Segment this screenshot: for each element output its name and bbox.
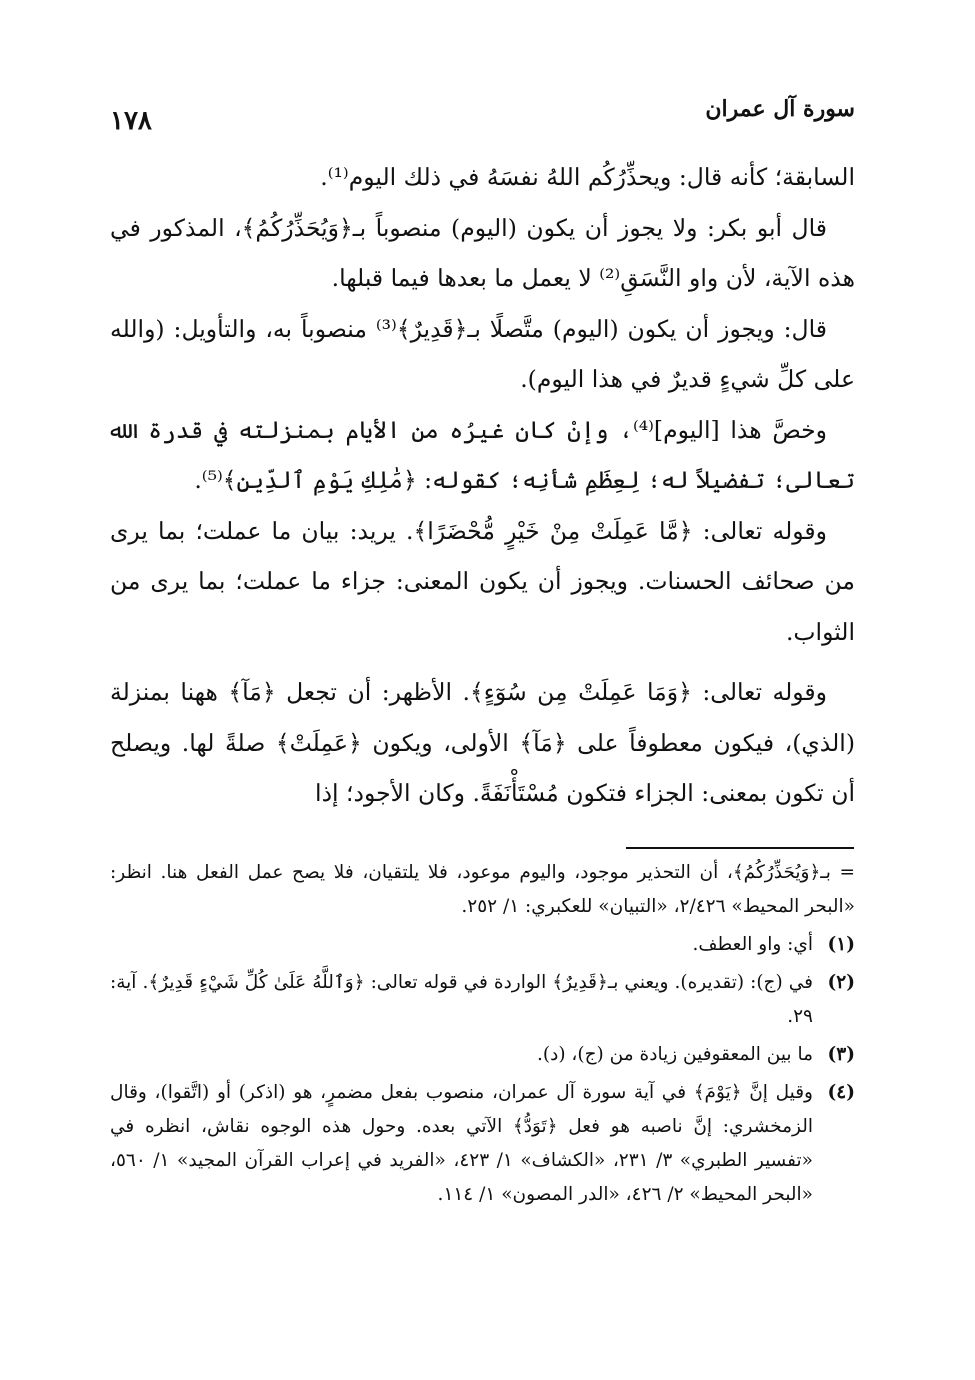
footnote [110, 928, 855, 962]
paragraph: وخصَّ هذا [اليوم]⁽⁴⁾، وإنْ كان غيرُه من الأيام بمنزلته في قدرة الله تعالى؛ تفضيلاً له؛ لِعِظَمِ شأنِه؛ كقوله: ﴿مَٰلِكِ يَوْمِ ٱلدِّينِ﴾⁽⁵⁾. [110, 415, 855, 494]
footnote-number: (٤) [827, 1082, 855, 1103]
running-title: سورة آل عمران [705, 96, 855, 122]
footnote-text: في (ج): (تقديره). ويعني بـ﴿قَدِيرٌ﴾ الواردة في قوله تعالى: ﴿وَٱللَّهُ عَلَىٰ كُلِّ شَيْءٍ قَدِيرٌ﴾. آية: ٢٩. [110, 972, 813, 1027]
paragraph: قال أبو بكر: ولا يجوز أن يكون (اليوم) منصوباً بـ﴿وَيُحَذِّرُكُمُ﴾، المذكور في هذه الآية، لأن واو النَّسَقِ⁽²⁾ لا يعمل ما بعدها فيما قبلها. [110, 213, 855, 292]
paragraph: وقوله تعالى: ﴿مَّا عَمِلَتْ مِنْ خَيْرٍ مُّحْضَرًا﴾. يريد: بيان ما عملت؛ بما يرى من صحائف الحسنات. ويجوز أن يكون المعنى: جزاء ما عملت؛ بما يرى من الثواب. [110, 516, 855, 646]
footnote-separator [626, 847, 854, 849]
page-number: ١٧٨ [110, 106, 152, 136]
footnote-text: وقيل إنَّ ﴿يَوْمَ﴾ في آية سورة آل عمران، منصوب بفعل مضمرٍ، هو (اذكر) أو (اتَّقوا)، وقال الزمخشري: إنَّ ناصبه هو فعل ﴿تَوَدُّ﴾ الآتي بعده. وحول هذه الوجوه نقاش، انظره في «تفسير الطبري» ٣/ ٢٣١، «الكشاف» ١/ ٤٢٣، «الفريد في إعراب القرآن المجيد» ١/ ٥٦٠، «البحر المحيط» ٢/ ٤٢٦، «الدر المصون» ١/ ١١٤. [110, 1082, 813, 1205]
paragraph: وقوله تعالى: ﴿وَمَا عَمِلَتْ مِن سُوٓءٍ﴾. الأظهر: أن تجعل ﴿مَآ﴾ ههنا بمنزلة (الذي)، فيكون معطوفاً على ﴿مَآ﴾ الأولى، ويكون ﴿عَمِلَتْ﴾ صلةً لها. ويصلح أن تكون بمعنى: الجزاء فتكون مُسْتَأْنَفَةً. وكان الأجود؛ إذا [110, 678, 855, 807]
footnotes [110, 856, 855, 1216]
paragraph: السابقة؛ كأنه قال: ويحذِّرُكُم اللهُ نفسَهُ في ذلك اليوم⁽¹⁾. [320, 163, 855, 191]
footnote-text: ما بين المعقوفين زيادة من (ج)، (د). [536, 1044, 813, 1065]
footnote-number: (١) [827, 934, 855, 955]
page-header [110, 92, 855, 142]
main-text [110, 152, 855, 819]
footnote [110, 1076, 855, 1212]
paragraph: قال: ويجوز أن يكون (اليوم) متَّصلًا بـ﴿قَدِيرٌ﴾⁽³⁾ منصوباً به، والتأويل: (والله على كلِّ شيءٍ قديرٌ في هذا اليوم). [110, 314, 855, 393]
footnote-text: أي: واو العطف. [692, 934, 813, 955]
footnote-number: (٢) [827, 972, 855, 993]
footnote-number: (٣) [827, 1044, 855, 1065]
footnote [110, 966, 855, 1034]
footnote [110, 1038, 855, 1072]
footnote-continuation: = بـ﴿وَيُحَذِّرُكُمُ﴾، أن التحذير موجود، واليوم موعود، فلا يلتقيان، فلا يصح عمل الفعل هنا. انظر: «البحر المحيط» ٢/٤٢٦، «التبيان» للعكبري: ١/ ٢٥٢. [110, 862, 855, 917]
